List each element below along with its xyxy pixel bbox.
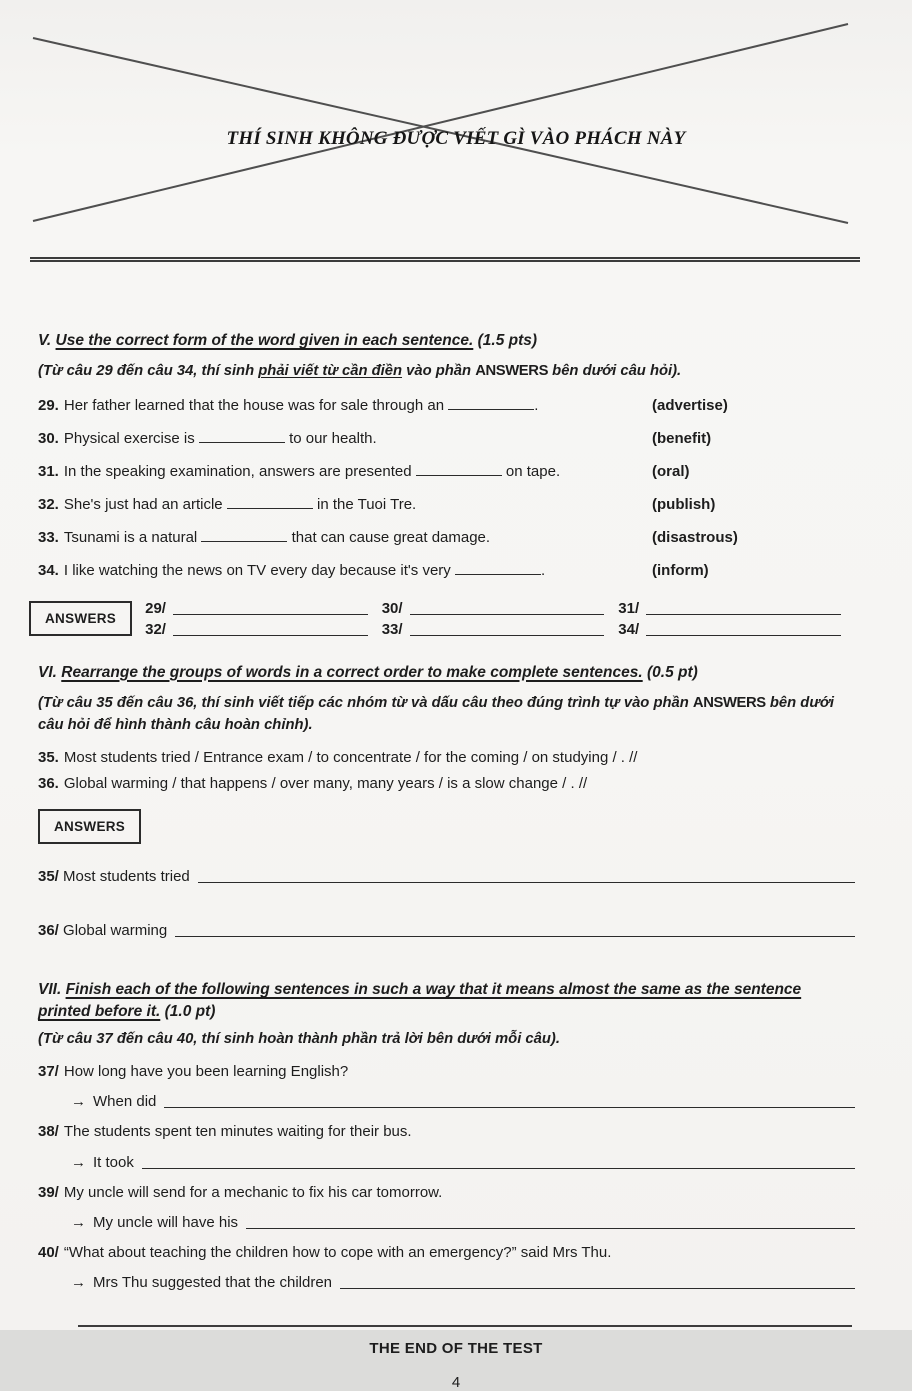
slot-label: 30/	[381, 599, 403, 617]
section-vi-instruction	[38, 692, 855, 736]
answer-line	[646, 613, 841, 615]
question-text: that can cause great damage.	[287, 529, 491, 547]
rewrite-line-39	[71, 1214, 855, 1231]
question-text: She's just had an article	[63, 496, 227, 514]
answer-line-36	[38, 922, 855, 939]
answer-line	[175, 935, 855, 937]
answer-stem-text: Global warming	[63, 922, 168, 939]
section-v-instruction	[38, 360, 855, 382]
instruction-text: (Từ câu 35 đến câu 36, thí sinh viết tiếp các nhóm từ và dấu câu theo đúng trình tự vào phần	[38, 695, 693, 712]
question-text: to our health.	[284, 430, 377, 448]
section-vi-number: VI.	[38, 663, 57, 681]
answer-stem-text: Most students tried	[63, 868, 190, 885]
question-text: Her father learned that the house was for sale through an	[63, 397, 449, 415]
arrow-icon: →	[71, 1213, 86, 1231]
answer-blank	[455, 561, 541, 575]
question-31	[38, 462, 855, 482]
answer-slot-grid	[145, 598, 855, 640]
answer-line	[410, 634, 605, 636]
answer-slot-32	[145, 619, 382, 640]
question-number: 36.	[38, 774, 59, 792]
slot-label: 32/	[145, 620, 166, 638]
rewrite-line-38	[71, 1154, 855, 1171]
answer-blank	[201, 528, 287, 542]
answers-box: ANSWERS	[29, 601, 132, 636]
footer-divider-rule	[78, 1325, 852, 1327]
phach-notice-text: THÍ SINH KHÔNG ĐƯỢC VIẾT GÌ VÀO PHÁCH NÀY	[226, 128, 686, 149]
question-34	[38, 561, 855, 581]
answer-stem	[38, 868, 190, 885]
answer-slot-34	[618, 619, 855, 640]
answer-line	[173, 634, 368, 636]
arrow-icon: →	[71, 1274, 86, 1292]
answer-stem	[38, 922, 167, 939]
question-30	[38, 429, 855, 449]
word-hint: (disastrous)	[652, 529, 738, 547]
question-text: .	[534, 397, 539, 415]
question-text: in the Tuoi Tre.	[312, 496, 417, 514]
question-text: .	[540, 562, 546, 580]
answer-line	[646, 634, 841, 636]
instruction-underlined-text: phải viết từ cần điền	[258, 363, 403, 380]
question-text: I like watching the news on TV every day because it's very	[63, 562, 455, 580]
section-vii-instruction: (Từ câu 37 đến câu 40, thí sinh hoàn thành phần trả lời bên dưới mỗi câu).	[38, 1030, 560, 1047]
instruction-text: bên dưới câu hỏi).	[548, 363, 682, 380]
question-38	[38, 1122, 855, 1142]
answer-line	[246, 1227, 855, 1229]
answer-slot-30	[382, 598, 619, 619]
arrow-icon: →	[71, 1153, 86, 1171]
answer-number: 35/	[38, 868, 59, 885]
answer-blank	[448, 396, 534, 410]
question-number: 29.	[38, 397, 59, 415]
rewrite-stem: My uncle will have his	[93, 1213, 239, 1231]
answer-line	[410, 613, 605, 615]
rewrite-line-40	[71, 1274, 855, 1291]
question-32	[38, 495, 855, 515]
slot-label: 34/	[618, 620, 640, 638]
section-vi-header	[38, 662, 855, 684]
question-39	[38, 1183, 855, 1203]
question-29	[38, 396, 855, 416]
header-divider-rule	[30, 257, 860, 262]
answer-slot-29	[145, 598, 382, 619]
arrow-icon: →	[71, 1093, 86, 1111]
rewrite-stem: When did	[93, 1093, 157, 1111]
section-vii-number: VII.	[38, 981, 62, 998]
phach-header	[0, 0, 912, 240]
question-number: 31.	[38, 463, 59, 481]
question-text: on tape.	[501, 463, 561, 481]
question-text: Physical exercise is	[63, 430, 199, 448]
question-text: Tsunami is a natural	[63, 529, 202, 547]
section-vii-header	[38, 979, 855, 1024]
section-v-questions	[38, 396, 855, 581]
answer-line-35	[38, 868, 855, 885]
question-text: Most students tried / Entrance exam / to concentrate / for the coming / on studying / . //	[63, 748, 638, 766]
question-40	[38, 1243, 855, 1263]
slot-label: 33/	[381, 620, 403, 638]
section-vii-title: Finish each of the following sentences in such a way that it means almost the same as the sentence printed before it.	[38, 981, 802, 1021]
question-text: Global warming / that happens / over many, many years / is a slow change / . //	[63, 774, 588, 792]
question-36	[38, 774, 855, 794]
answer-blank	[227, 495, 313, 509]
answers-box: ANSWERS	[38, 809, 141, 844]
rewrite-line-37	[71, 1093, 855, 1110]
question-33	[38, 528, 855, 548]
question-text: In the speaking examination, answers are presented	[63, 463, 416, 481]
answers-word: ANSWERS	[692, 695, 766, 712]
instruction-text: vào phần	[402, 363, 476, 380]
answer-slot-31	[618, 598, 855, 619]
page-number: 4	[451, 1374, 461, 1391]
question-35	[38, 748, 855, 768]
answer-line	[173, 613, 368, 615]
question-number: 39/	[38, 1183, 59, 1201]
question-number: 32.	[38, 496, 59, 514]
question-number: 38/	[38, 1123, 59, 1141]
section-v-header	[38, 330, 855, 352]
word-hint: (publish)	[652, 496, 716, 514]
slot-label: 31/	[618, 599, 640, 617]
question-text: My uncle will send for a mechanic to fix his car tomorrow.	[63, 1183, 443, 1201]
slot-label: 29/	[145, 599, 166, 617]
question-number: 34.	[38, 562, 59, 580]
section-v-title: Use the correct form of the word given in each sentence.	[55, 332, 474, 349]
rewrite-stem: Mrs Thu suggested that the children	[93, 1274, 333, 1292]
question-37	[38, 1062, 855, 1082]
answer-line	[164, 1106, 855, 1108]
answer-blank	[416, 462, 502, 476]
instruction-text: bên dưới câu hỏi để hình thành câu hoàn chỉnh).	[38, 695, 834, 734]
word-hint: (oral)	[652, 463, 690, 481]
word-hint: (inform)	[652, 562, 709, 580]
answer-line	[142, 1167, 855, 1169]
question-number: 30.	[38, 430, 59, 448]
instruction-text: (Từ câu 29 đến câu 34, thí sinh	[38, 363, 259, 380]
section-v-points: (1.5 pts)	[477, 332, 538, 349]
question-number: 35.	[38, 748, 59, 766]
cross-out-x-lines	[0, 0, 912, 240]
answer-line	[340, 1287, 855, 1289]
word-hint: (benefit)	[652, 430, 712, 448]
section-v-answers-area	[29, 598, 855, 640]
question-text: The students spent ten minutes waiting for their bus.	[63, 1123, 412, 1141]
end-of-test-text: THE END OF THE TEST	[369, 1340, 543, 1358]
question-text: How long have you been learning English?	[63, 1063, 349, 1081]
answer-number: 36/	[38, 922, 59, 939]
question-number: 37/	[38, 1063, 59, 1081]
section-vii-points: (1.0 pt)	[164, 1003, 216, 1021]
answer-line	[198, 881, 855, 883]
question-number: 33.	[38, 529, 59, 547]
question-number: 40/	[38, 1243, 59, 1261]
section-v-number: V.	[38, 332, 52, 349]
rewrite-stem: It took	[93, 1153, 134, 1171]
question-text: “What about teaching the children how to cope with an emergency?” said Mrs Thu.	[63, 1243, 612, 1261]
section-vi-points: (0.5 pt)	[647, 663, 698, 681]
section-vi-title: Rearrange the groups of words in a correct order to make complete sentences.	[61, 663, 643, 681]
answer-slot-33	[382, 619, 619, 640]
answers-word: ANSWERS	[475, 363, 549, 380]
answer-blank	[199, 429, 285, 443]
word-hint: (advertise)	[652, 397, 728, 415]
exam-content	[0, 330, 912, 1291]
